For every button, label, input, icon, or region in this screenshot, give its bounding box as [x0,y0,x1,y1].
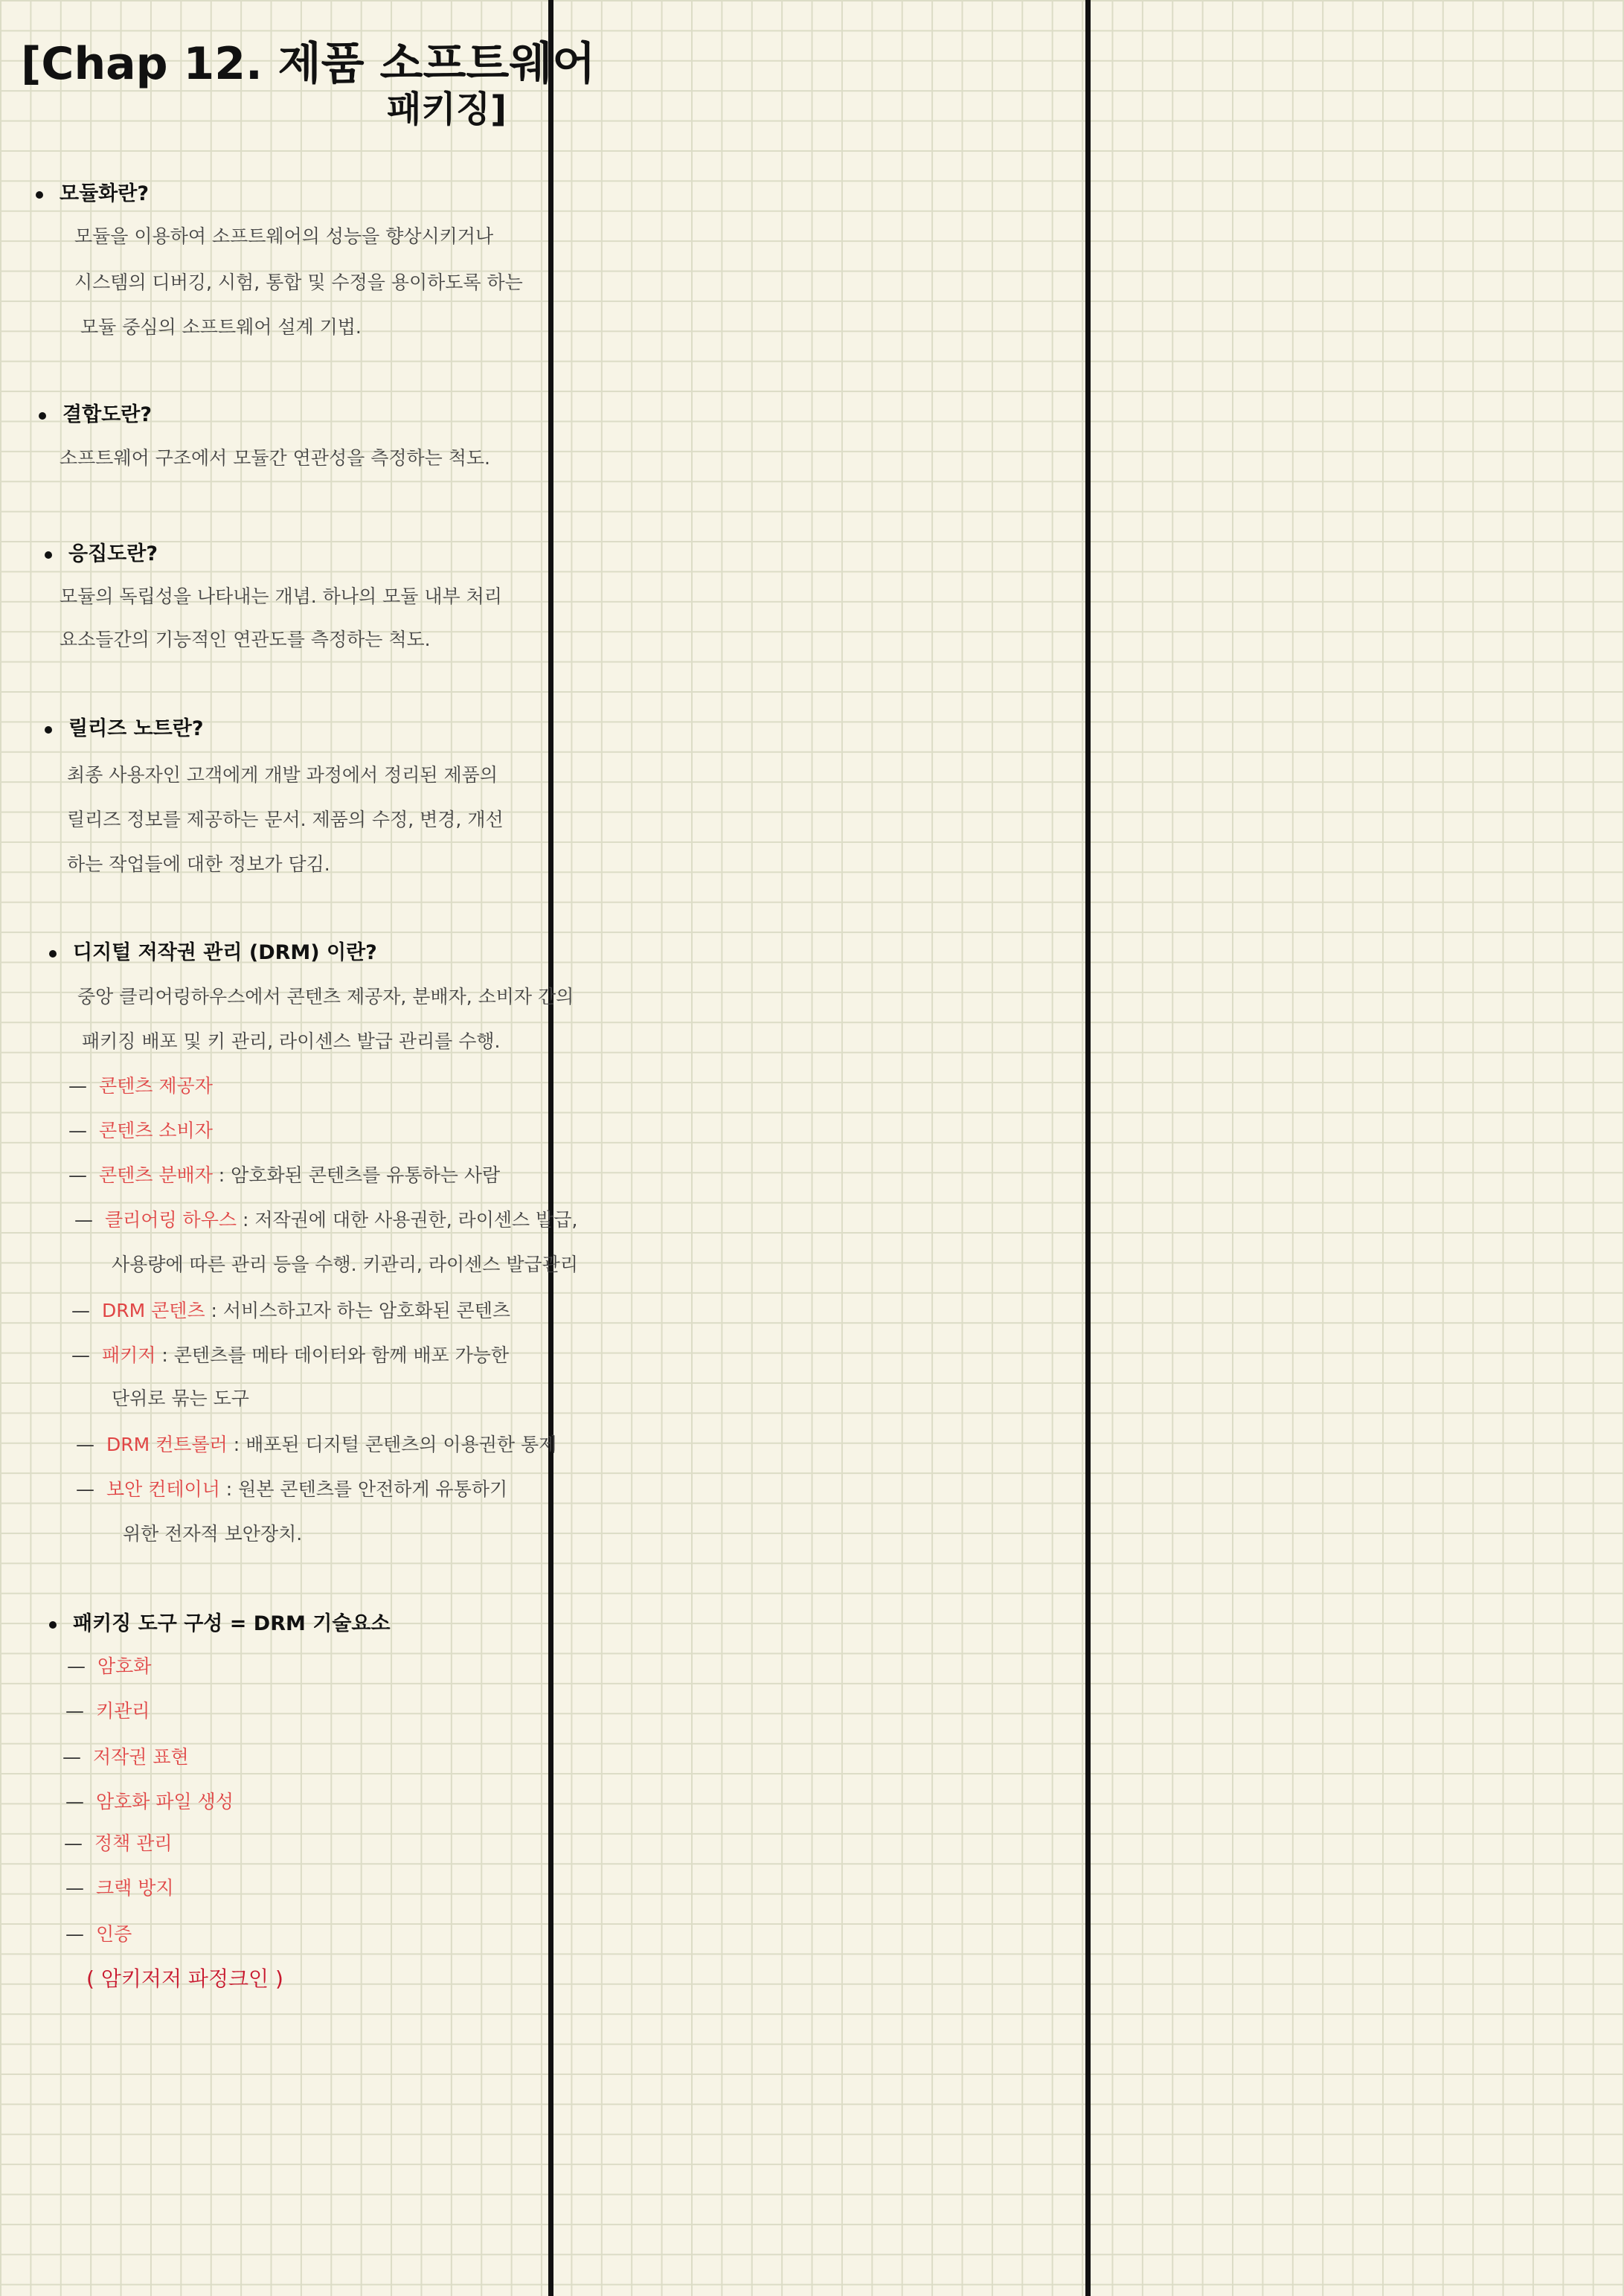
bullet-dot [49,1621,57,1629]
tool-list-item: — 암호화 파일 생성 [65,1791,234,1812]
drm-list-item: — 콘텐츠 분배자 : 암호화된 콘텐츠를 유통하는 사람 [68,1164,501,1186]
text-line: 중앙 클리어링하우스에서 콘텐츠 제공자, 분배자, 소비자 간의 [77,986,574,1007]
text-line: 시스템의 디버깅, 시험, 통합 및 수정을 용이하도록 하는 [74,272,523,293]
text-line: 요소들간의 기능적인 연관도를 측정하는 척도. [60,629,431,650]
page-title: [Chap 12. 제품 소프트웨어 [21,38,596,90]
section-heading-cohesion: 응집도란? [45,537,158,566]
text-line: 단위로 묶는 도구 [112,1388,249,1409]
drm-list-item: — 패키저 : 콘텐츠를 메타 데이터와 함께 배포 가능한 [71,1344,510,1366]
bullet-dot [36,191,43,199]
page-title-continuation: 패키징] [387,89,507,130]
tool-list-item: — 정책 관리 [64,1832,173,1854]
text-line: 위한 전자적 보안장치. [123,1523,303,1545]
bullet-dot [39,412,46,420]
drm-list-item: — 클리어링 하우스 : 저작권에 대한 사용권한, 라이센스 발급, [74,1209,578,1231]
section-heading-release-note: 릴리즈 노트란? [45,712,204,741]
tool-list-item: — 크랙 방지 [65,1877,174,1899]
tool-list-item: — 키관리 [65,1700,150,1722]
text-line: 소프트웨어 구조에서 모듈간 연관성을 측정하는 척도. [60,447,490,469]
tool-list-item: — 인증 [65,1923,132,1945]
text-line: 사용량에 따른 관리 등을 수행. 키관리, 라이센스 발급관리 [112,1254,578,1275]
section-heading-drm: 디지털 저작권 관리 (DRM) 이란? [49,936,377,965]
section-heading-modular: 모듈화란? [36,177,149,206]
bullet-dot [45,726,52,734]
drm-list-item: — DRM 컨트롤러 : 배포된 디지털 콘텐츠의 이용권한 통제 [76,1434,557,1455]
drm-list-item: — 콘텐츠 제공자 [68,1075,213,1097]
text-line: 최종 사용자인 고객에게 개발 과정에서 정리된 제품의 [67,764,498,786]
bullet-dot [49,950,57,958]
drm-list-item: — 콘텐츠 소비자 [68,1120,213,1141]
notes-column [0,0,596,2296]
text-line: 모듈 중심의 소프트웨어 설계 기법. [80,316,362,338]
column-divider-right [1085,0,1091,2296]
section-heading-packaging-tools: 패키징 도구 구성 = DRM 기술요소 [49,1607,391,1636]
drm-list-item: — DRM 콘텐츠 : 서비스하고자 하는 암호화된 콘텐츠 [71,1300,511,1321]
mnemonic-note: ( 암키저저 파정크인 ) [86,1966,283,1991]
bullet-dot [45,551,52,559]
text-line: 하는 작업들에 대한 정보가 담김. [67,853,330,875]
text-line: 모듈의 독립성을 나타내는 개념. 하나의 모듈 내부 처리 [60,586,502,607]
column-divider-left [548,0,553,2296]
text-line: 모듈을 이용하여 소프트웨어의 성능을 향상시키거나 [74,225,494,247]
section-heading-coupling: 결합도란? [39,398,152,427]
tool-list-item: — 저작권 표현 [62,1746,189,1768]
drm-list-item: — 보안 컨테이너 : 원본 콘텐츠를 안전하게 유통하기 [76,1478,508,1500]
text-line: 패키징 배포 및 키 관리, 라이센스 발급 관리를 수행. [82,1030,501,1052]
tool-list-item: — 암호화 [67,1655,152,1677]
text-line: 릴리즈 정보를 제공하는 문서. 제품의 수정, 변경, 개선 [67,809,504,830]
